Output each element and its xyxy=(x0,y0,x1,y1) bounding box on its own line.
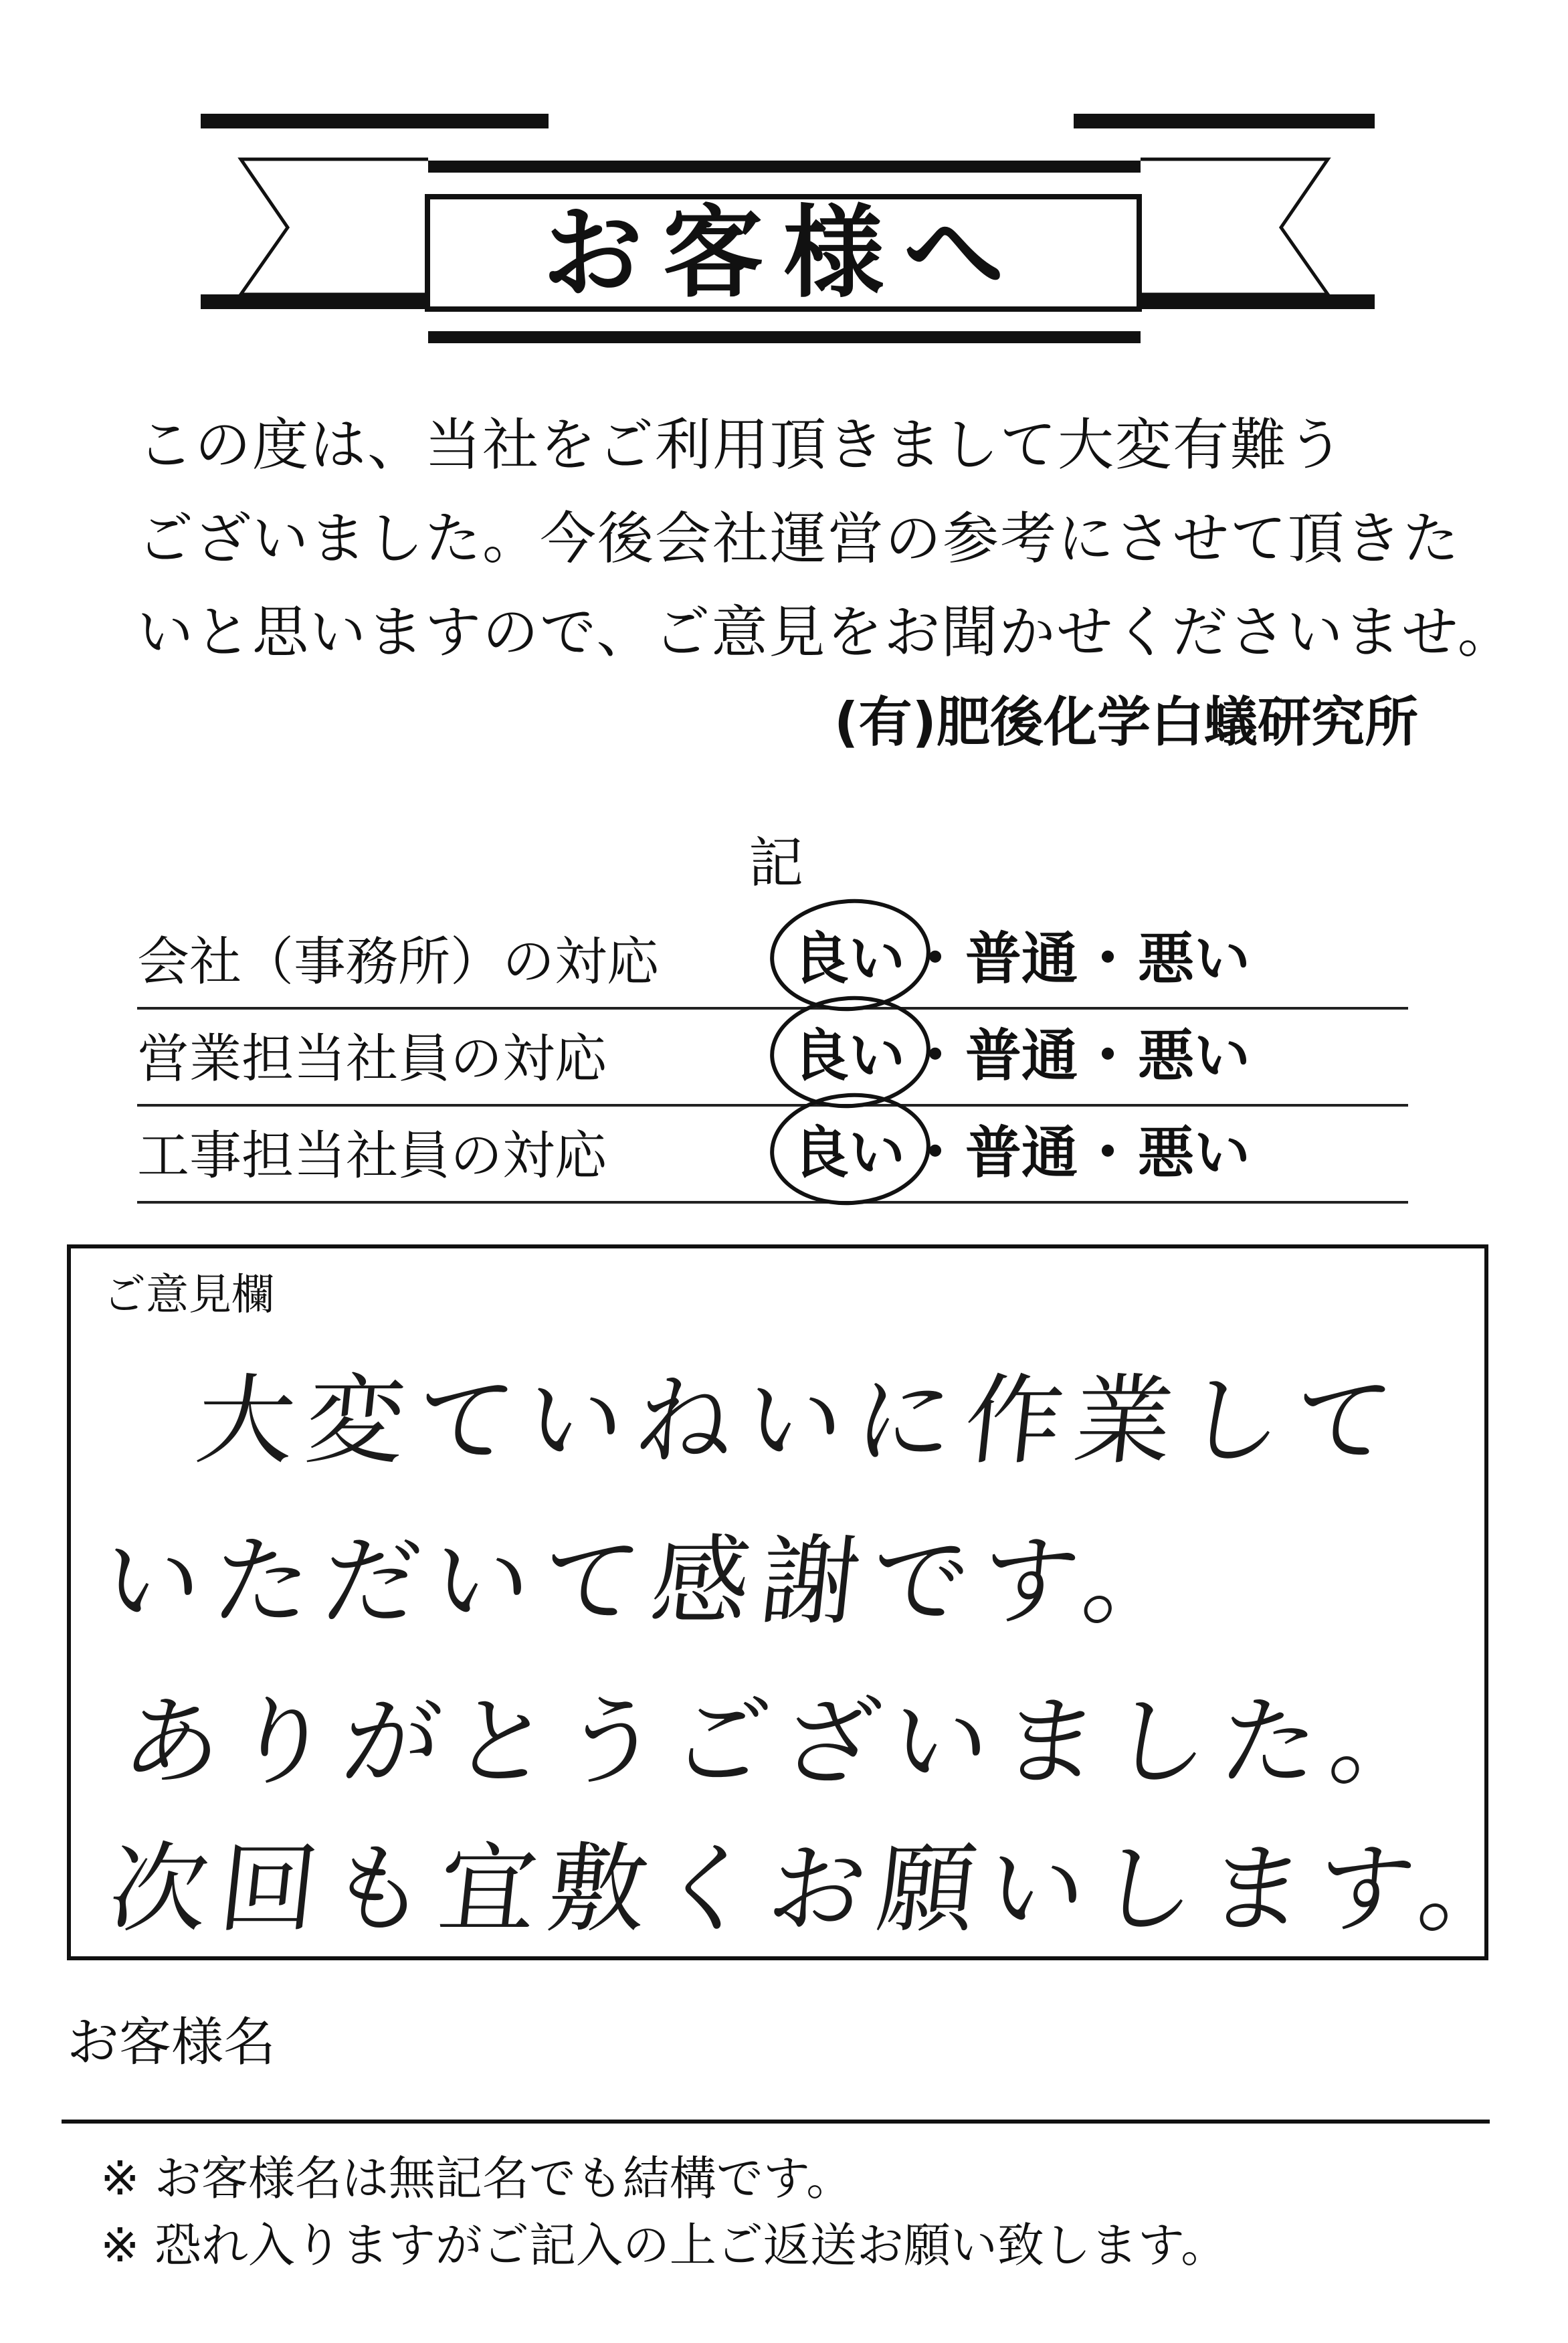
option-normal[interactable]: 普通 xyxy=(965,1119,1078,1186)
comment-handwritten-line: ありがとうございました。 xyxy=(117,1685,1446,1799)
rating-options xyxy=(793,914,1408,995)
comment-handwritten-line: 大変ていねいに作業して xyxy=(191,1364,1410,1478)
comment-label: ご意見欄 xyxy=(103,1271,274,1320)
option-good[interactable]: 良い xyxy=(793,1011,905,1092)
comment-box[interactable] xyxy=(67,1244,1535,1960)
option-normal[interactable]: 普通 xyxy=(965,1022,1078,1089)
note-line: ※ お客様名は無記名でも結構です。 xyxy=(100,2151,854,2206)
rating-row-construction xyxy=(137,1104,1408,1204)
separator: ・ xyxy=(907,1119,964,1186)
comment-handwritten-line: いただいて感謝です。 xyxy=(97,1525,1199,1638)
comment-handwritten-line: 次回も宜敷くお願いします。 xyxy=(104,1833,1535,1946)
intro-text xyxy=(137,398,1515,679)
option-bad[interactable]: 悪い xyxy=(1138,1022,1251,1089)
note-line: ※ 恐れ入りますがご記入の上ご返送お願い致します。 xyxy=(100,2218,1228,2273)
banner-bar-top-center xyxy=(428,161,1141,173)
separator: ・ xyxy=(907,925,964,992)
separator: ・ xyxy=(907,1022,964,1089)
banner-ribbon-right xyxy=(1134,154,1341,301)
option-good[interactable]: 良い xyxy=(793,914,905,995)
banner-title-box xyxy=(425,194,1142,312)
separator: ・ xyxy=(1080,1022,1137,1089)
option-bad[interactable]: 悪い xyxy=(1138,1119,1251,1186)
rating-options xyxy=(793,1108,1408,1189)
banner xyxy=(0,0,1568,375)
rating-row-office xyxy=(137,910,1408,1010)
company-name: (有)肥後化学白蟻研究所 xyxy=(834,691,1418,753)
rating-row-sales xyxy=(137,1007,1408,1107)
banner-title: お客様へ xyxy=(542,194,1024,312)
banner-bar-bottom-center xyxy=(428,331,1141,343)
intro-line: いと思いますので、ご意見をお聞かせくださいませ。 xyxy=(137,599,1515,665)
intro-line: ございました。今後会社運営の参考にさせて頂きた xyxy=(137,506,1461,571)
banner-bar-top-left xyxy=(201,114,549,128)
customer-name-line[interactable] xyxy=(62,2120,1490,2124)
banner-bar-top-right xyxy=(1074,114,1375,128)
banner-ribbon-left xyxy=(227,154,435,301)
option-bad[interactable]: 悪い xyxy=(1138,925,1251,992)
option-normal[interactable]: 普通 xyxy=(965,925,1078,992)
rating-label: 会社（事務所）の対応 xyxy=(137,932,660,992)
rating-label: 工事担当社員の対応 xyxy=(137,1126,607,1186)
separator: ・ xyxy=(1080,1119,1137,1186)
option-good[interactable]: 良い xyxy=(793,1108,905,1189)
intro-line: この度は、当社をご利用頂きまして大変有難う xyxy=(137,412,1346,478)
separator: ・ xyxy=(1080,925,1137,992)
customer-name-label: お客様名 xyxy=(67,2012,276,2073)
rating-options xyxy=(793,1011,1408,1092)
heading-ki: 記 xyxy=(748,832,803,895)
rating-label: 営業担当社員の対応 xyxy=(137,1029,607,1089)
